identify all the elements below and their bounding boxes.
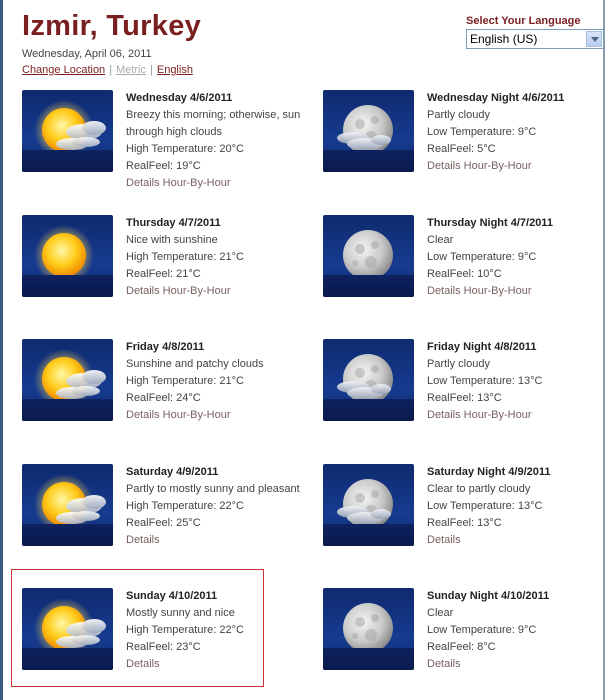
moon-icon (323, 588, 414, 670)
forecast-temperature: Low Temperature: 13°C (427, 375, 543, 387)
forecast-title: Wednesday 4/6/2011 (126, 92, 233, 104)
forecast-realfeel: RealFeel: 13°C (427, 516, 502, 529)
night-forecast-card (323, 588, 593, 698)
chevron-down-icon[interactable] (586, 31, 602, 47)
forecast-info (427, 92, 605, 172)
current-date: Wednesday, April 06, 2011 (22, 48, 152, 60)
forecast-temperature: Low Temperature: 9°C (427, 250, 537, 263)
forecast-temperature: High Temperature: 22°C (126, 499, 244, 512)
night-forecast-card (323, 464, 593, 574)
forecast-row (22, 90, 592, 215)
forecast-description: Breezy this morning; otherwise, sun (126, 109, 301, 121)
link-separator: | (109, 64, 113, 76)
forecast-description: Clear (427, 233, 454, 246)
forecast-row (22, 215, 592, 340)
forecast-description: Clear (427, 607, 454, 619)
forecast-info (427, 217, 605, 297)
page-header (22, 10, 201, 76)
moon-cloud-icon (323, 339, 414, 421)
day-forecast-card (22, 215, 292, 325)
moon-cloud-icon (323, 464, 414, 546)
forecast-description: Partly to mostly sunny and pleasant (126, 482, 300, 495)
forecast-info (427, 466, 605, 546)
day-forecast-card (22, 464, 300, 574)
forecast-description: Sunshine and patchy clouds (126, 358, 264, 370)
forecast-temperature: Low Temperature: 9°C (427, 126, 537, 138)
details-link[interactable]: Details (126, 658, 160, 670)
forecast-description: Partly cloudy (427, 358, 490, 370)
details-link[interactable]: Details Hour-By-Hour (427, 409, 532, 421)
forecast-realfeel: RealFeel: 25°C (126, 516, 201, 529)
details-link[interactable]: Details (427, 658, 461, 670)
page-title: Izmir, Turkey (22, 10, 202, 42)
forecast-title: Friday Night 4/8/2011 (427, 341, 537, 353)
forecast-title: Thursday Night 4/7/2011 (427, 216, 553, 229)
forecast-realfeel: RealFeel: 10°C (427, 267, 502, 280)
forecast-realfeel: RealFeel: 5°C (427, 143, 496, 155)
language-dropdown[interactable] (466, 29, 604, 49)
forecast-temperature: Low Temperature: 9°C (427, 624, 537, 636)
forecast-title: Saturday 4/9/2011 (126, 465, 219, 478)
forecast-info (126, 466, 306, 546)
details-link[interactable]: Details Hour-By-Hour (126, 284, 231, 297)
details-link[interactable]: Details Hour-By-Hour (427, 160, 532, 172)
metric-link[interactable]: Metric (116, 64, 146, 76)
sun-icon (22, 215, 113, 297)
forecast-title: Sunday 4/10/2011 (126, 590, 218, 602)
selection-highlight (11, 569, 264, 687)
forecast-realfeel: RealFeel: 24°C (126, 392, 201, 404)
forecast-description: Nice with sunshine (126, 233, 218, 246)
forecast-info (126, 217, 306, 297)
details-link[interactable]: Details Hour-By-Hour (427, 284, 532, 297)
sun-cloud-icon (22, 339, 113, 421)
language-selector (466, 15, 604, 49)
forecast-description-cont: through high clouds (126, 126, 223, 138)
change-location-link[interactable]: Change Location (22, 64, 106, 76)
forecast-realfeel: RealFeel: 8°C (427, 641, 496, 653)
night-forecast-card (323, 215, 593, 325)
forecast-realfeel: RealFeel: 23°C (126, 641, 201, 653)
forecast-info (427, 341, 605, 421)
details-link[interactable]: Details (126, 533, 160, 546)
forecast-temperature: Low Temperature: 13°C (427, 499, 543, 512)
forecast-title: Friday 4/8/2011 (126, 341, 205, 353)
forecast-title: Wednesday Night 4/6/2011 (427, 92, 565, 104)
sun-cloud-icon (22, 90, 113, 172)
language-label: Select Your Language (466, 15, 581, 27)
details-link[interactable]: Details Hour-By-Hour (126, 409, 231, 421)
details-link[interactable]: Details (427, 533, 461, 546)
forecast-info (126, 341, 306, 421)
moon-icon (323, 215, 414, 297)
forecast-realfeel: RealFeel: 21°C (126, 267, 201, 280)
forecast-temperature: High Temperature: 20°C (126, 143, 244, 155)
forecast-description: Partly cloudy (427, 109, 490, 121)
forecast-temperature: High Temperature: 22°C (126, 624, 244, 636)
english-link[interactable]: English (156, 64, 193, 76)
forecast-realfeel: RealFeel: 19°C (126, 160, 201, 172)
window-left-border (0, 0, 3, 700)
forecast-title: Thursday 4/7/2011 (126, 216, 221, 229)
sun-cloud-icon (22, 464, 113, 546)
forecast-title: Saturday Night 4/9/2011 (427, 465, 551, 478)
forecast-realfeel: RealFeel: 13°C (427, 392, 502, 404)
header-links (22, 64, 201, 76)
night-forecast-card (323, 339, 593, 449)
forecast-temperature: High Temperature: 21°C (126, 250, 244, 263)
details-link[interactable]: Details Hour-By-Hour (126, 177, 231, 189)
forecast-info (126, 92, 306, 189)
night-forecast-card (323, 90, 593, 200)
forecast-description: Clear to partly cloudy (427, 482, 531, 495)
day-forecast-card (22, 90, 301, 200)
moon-cloud-icon (323, 90, 414, 172)
forecast-row (22, 339, 592, 464)
forecast-title: Sunday Night 4/10/2011 (427, 590, 550, 602)
day-forecast-card (22, 339, 292, 449)
language-selected-value: English (US) (470, 32, 538, 46)
forecast-temperature: High Temperature: 21°C (126, 375, 244, 387)
forecast-info (427, 590, 605, 670)
forecast-description: Mostly sunny and nice (126, 607, 235, 619)
link-separator: | (150, 64, 153, 76)
